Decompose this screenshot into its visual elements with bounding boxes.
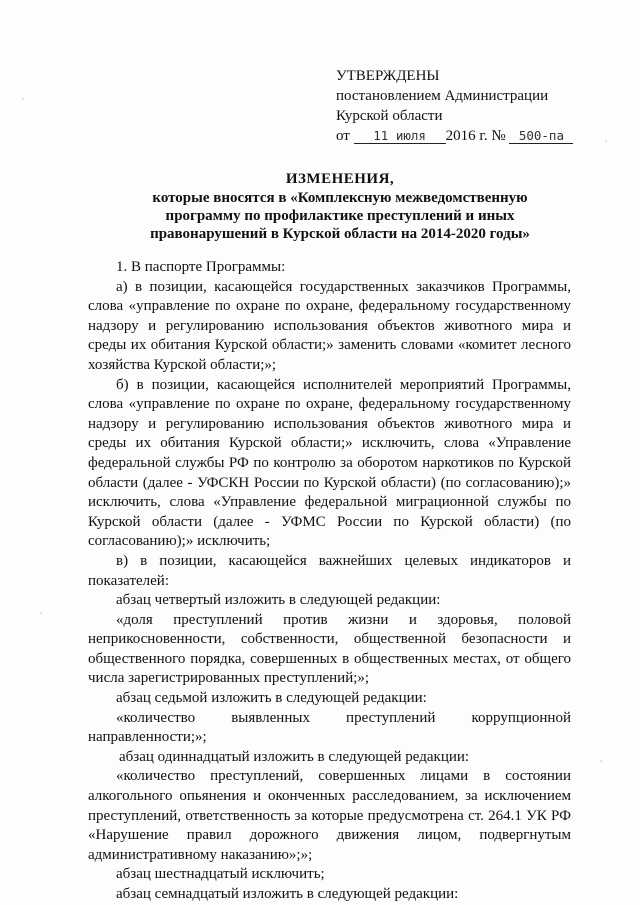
approval-title: УТВЕРЖДЕНЫ [336, 68, 440, 84]
paragraph-abzac-11-header: абзац одиннадцатый изложить в следующей редакции: [119, 748, 470, 765]
heading-subtitle-line-1: которые вносятся в «Комплексную межведомственную [152, 190, 528, 206]
approval-year: 2016 г. № [445, 128, 506, 144]
approval-stamp-block [336, 66, 573, 146]
paragraph-item-v: в) в позиции, касающейся важнейших целевых индикаторов и показателей: [88, 552, 571, 589]
handwritten-number: 500-па [509, 128, 573, 144]
approval-date-line [336, 126, 573, 146]
heading-subtitle-line-3: правонарушений в Курской области на 2014-2020 годы» [150, 226, 530, 242]
scan-speck [22, 98, 24, 100]
date-prefix: от [336, 128, 350, 144]
paragraph-abzac-16: абзац шестнадцатый исключить; [116, 866, 325, 883]
paragraph-abzac-4-text: «доля преступлений против жизни и здоровья, половой неприкосновенности, собственности, общественной безопасности и общественного порядка, совершенных в общественных местах, от общего числа зарегистрированных преступлений;»; [88, 611, 571, 687]
paragraph-item-b: б) в позиции, касающейся исполнителей мероприятий Программы, слова «управление по охране по охране, федеральному государственному надзору и регулированию использования объектов животного мира и среды их обитания Курской области;» исключить, слова «Управление федеральной службы РФ по контролю за оборотом наркотиков по Курской области (далее - УФСКН России по Курской области) (по согласованию);» исключить, слова «Управление федеральной миграционной службы по Курской области (далее - УФМС России по Курской области) (по согласованию);» исключить; [88, 376, 571, 550]
paragraph-abzac-7-text: «количество выявленных преступлений коррупционной направленности;»; [88, 709, 571, 746]
scan-speck [600, 760, 602, 762]
paragraph-abzac-7-header: абзац седьмой изложить в следующей редакции: [116, 690, 427, 707]
paragraph-item-a: а) в позиции, касающейся государственных заказчиков Программы, слова «управление по охране по охране, федеральному государственному надзору и регулированию использования объектов животного мира и среды их обитания Курской области;» заменить словами «комитет лесного хозяйства Курской области;»; [88, 278, 571, 373]
scan-speck [40, 612, 42, 614]
document-body [88, 258, 571, 905]
document-heading [120, 170, 560, 243]
handwritten-date: 11 июля [354, 128, 446, 144]
paragraph-abzac-11-text: «количество преступлений, совершенных лицами в состоянии алкогольного опьянения и оконченных расследованием, за исключением преступлений, ответственность за которые предусмотрена ст. 264.1 УК РФ «Нарушение правил дорожного движения лицом, подвергнутым административному наказанию»;»; [88, 768, 571, 863]
heading-title: ИЗМЕНЕНИЯ, [285, 171, 395, 187]
approval-issuer: постановлением Администрации [336, 88, 549, 104]
approval-region: Курской области [336, 108, 443, 124]
paragraph-abzac-17-header: абзац семнадцатый изложить в следующей редакции: [116, 886, 459, 902]
paragraph-abzac-4-header: абзац четвертый изложить в следующей редакции: [116, 592, 441, 609]
scan-speck [605, 140, 607, 142]
heading-subtitle-line-2: программу по профилактике преступлений и иных [165, 208, 515, 224]
paragraph-section-1: 1. В паспорте Программы: [116, 259, 286, 275]
